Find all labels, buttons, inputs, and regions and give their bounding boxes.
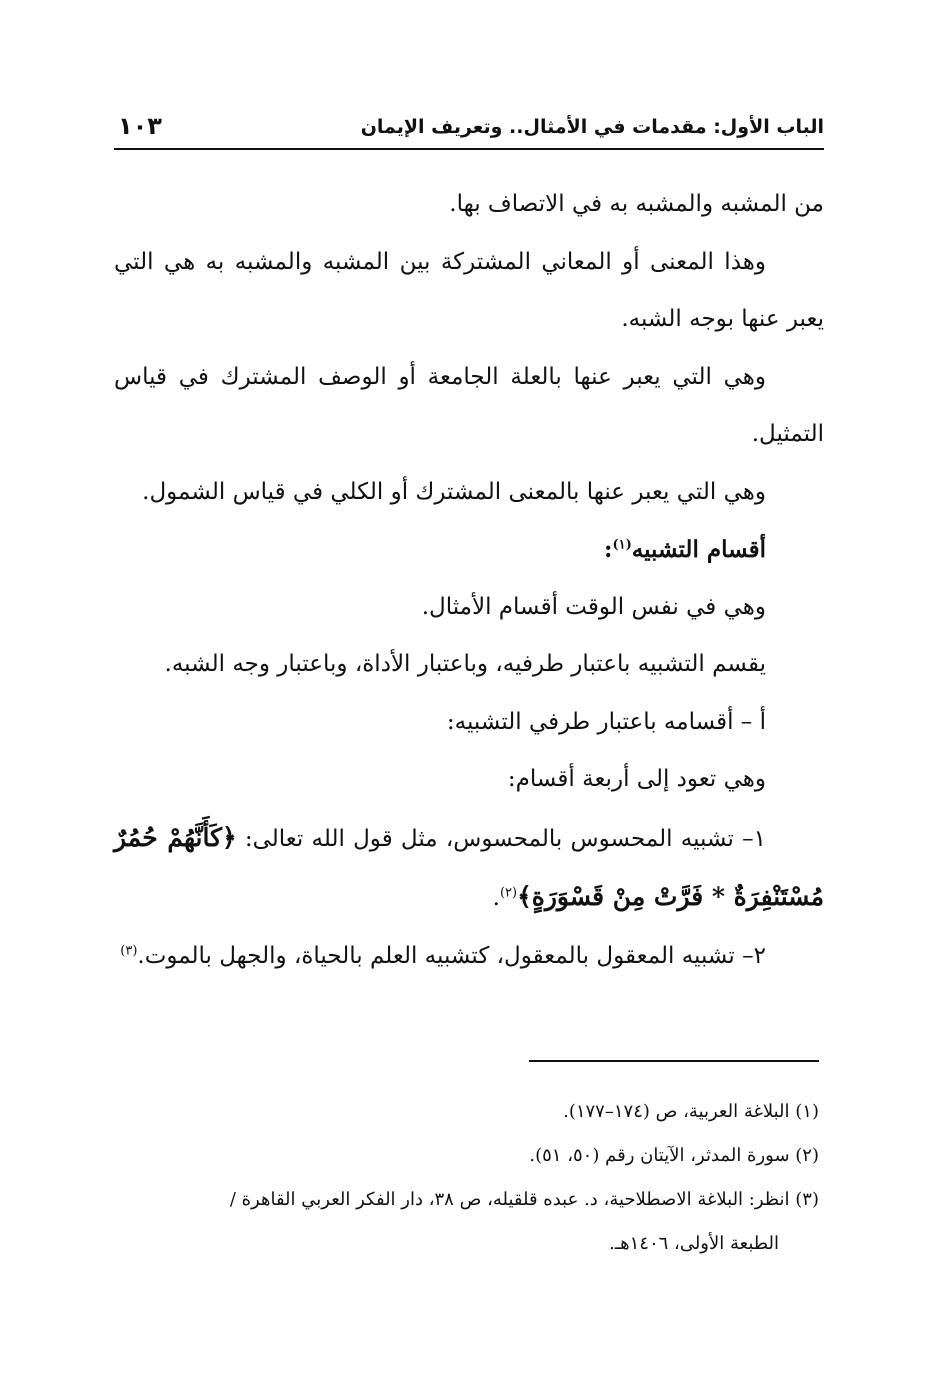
list-item-1-text: ١– تشبيه المحسوس بالمحسوس، مثل قول الله تعالى: [236,825,766,852]
footnote-3: (٣) انظر: البلاغة الاصطلاحية، د. عبده قلقيله، ص ٣٨، دار الفكر العربي القاهرة / [229,1189,819,1210]
paragraph-four-parts: وهي تعود إلى أربعة أقسام: [507,766,766,792]
section-heading-text: أقسام التشبيه [631,536,766,563]
list-item-1 [114,809,824,928]
list-item-2-text: ٢– تشبيه المعقول بالمعقول، كتشبيه العلم بالحياة، والجهل بالموت. [137,942,766,969]
footnote-divider [529,1060,819,1062]
section-heading [114,521,824,579]
chapter-title: الباب الأول: مقدمات في الأمثال.. وتعريف الإيمان [360,116,824,138]
footnote-2: (٢) سورة المدثر، الآيتان رقم (٥٠، ٥١). [529,1145,819,1166]
heading-colon: : [603,536,613,563]
footnotes [114,1090,819,1266]
paragraph-shared-meaning: وهذا المعنى أو المعاني المشتركة بين المشبه والمشبه به هي التي يعبر عنها بوجه الشبه. [114,248,824,332]
list-item-2 [114,928,824,986]
footnote-1: (١) البلاغة العربية، ص (١٧٤–١٧٧). [563,1101,819,1122]
running-header [114,112,824,150]
main-text [114,176,824,985]
subheading-parts: أ – أقسامه باعتبار طرفي التشبيه: [446,708,766,735]
page-number: ١٠٣ [118,112,162,140]
paragraph-continuation: من المشبه والمشبه به في الاتصاف بها. [449,191,824,217]
quran-verse: ﴿كَأَنَّهُمْ حُمُرٌ مُسْتَنْفِرَةٌ * فَرَّتْ مِنْ قَسْوَرَةٍ﴾ [114,822,824,911]
footnote-ref-2[interactable]: (٢) [499,885,518,901]
paragraph-inclusion: وهي التي يعبر عنها بالمعنى المشترك أو الكلي في قياس الشمول. [142,478,766,505]
footnote-ref-1[interactable]: (١) [612,537,632,553]
footnote-3-continuation: الطبعة الأولى، ١٤٠٦هـ. [609,1233,779,1254]
paragraph-analogy: وهي التي يعبر عنها بالعلة الجامعة أو الوصف المشترك في قياس التمثيل. [114,363,824,447]
paragraph-division: يقسم التشبيه باعتبار طرفيه، وباعتبار الأداة، وباعتبار وجه الشبه. [164,651,766,677]
list-item-1-end: . [492,885,500,911]
paragraph-proverbs: وهي في نفس الوقت أقسام الأمثال. [421,593,766,620]
footnote-ref-3[interactable]: (٣) [120,942,138,958]
